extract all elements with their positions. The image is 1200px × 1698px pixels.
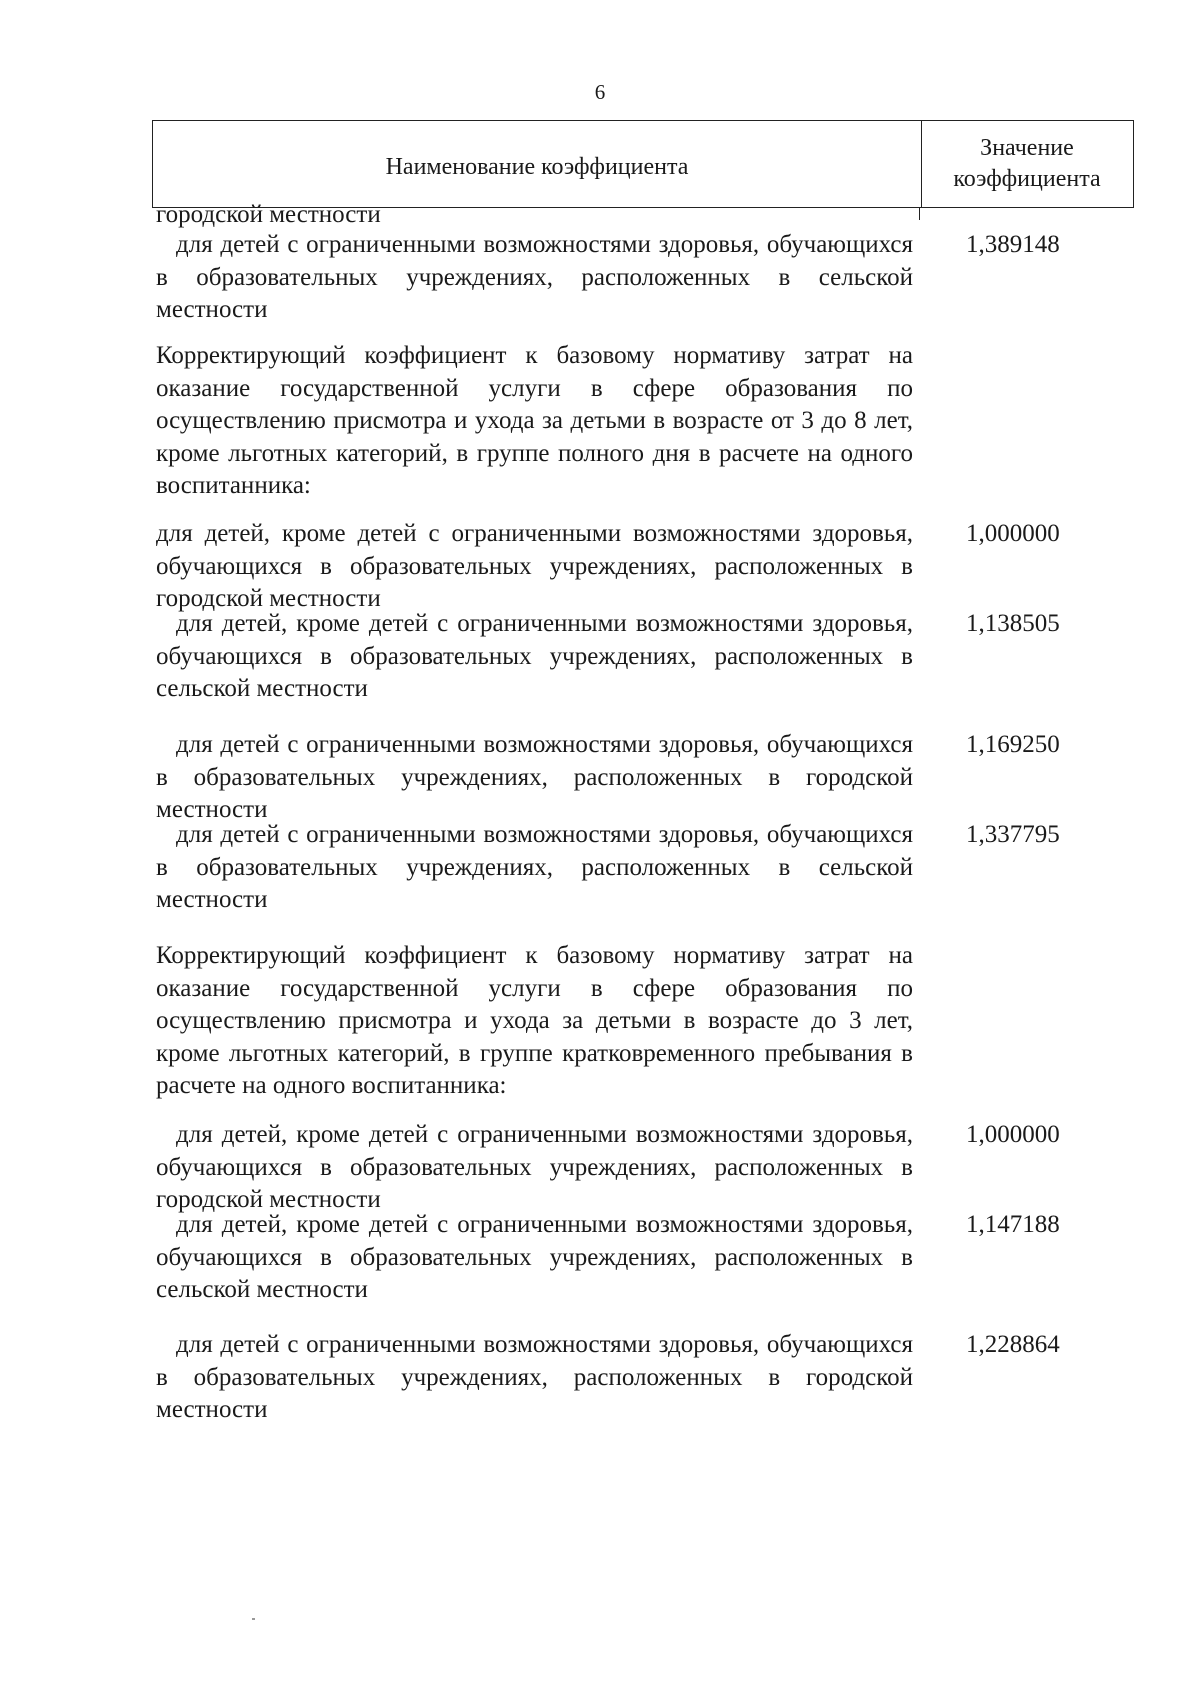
coefficient-name: городской местности bbox=[156, 201, 381, 228]
table-header bbox=[152, 120, 1134, 208]
coefficient-name: для детей, кроме детей с ограниченными возможностями здоровья, обучающихся в образовательных учреждениях, расположенных в сельской местности bbox=[156, 1211, 913, 1303]
coefficient-value: 1,228864 bbox=[966, 1331, 1060, 1358]
column-header-value bbox=[921, 121, 1133, 207]
coefficient-name: для детей с ограниченными возможностями здоровья, обучающихся в образовательных учреждениях, расположенных в сельской местности bbox=[156, 821, 913, 913]
coefficient-value: 1,000000 bbox=[966, 1121, 1060, 1148]
section-heading: Корректирующий коэффициент к базовому нормативу затрат на оказание государственной услуги в сфере образования по осуществлению присмотра и ухода за детьми в возрасте до 3 лет, кроме льготных категорий, в группе кратковременного пребывания в расчете на одного воспитанника: bbox=[156, 942, 913, 1099]
page-number: 6 bbox=[594, 80, 606, 104]
column-header-value-line1: Значение bbox=[980, 135, 1074, 161]
coefficient-name: для детей с ограниченными возможностями здоровья, обучающихся в образовательных учреждениях, расположенных в городской местности bbox=[156, 1331, 913, 1423]
coefficient-value: 1,000000 bbox=[966, 520, 1060, 547]
coefficient-name: для детей с ограниченными возможностями здоровья, обучающихся в образовательных учреждениях, расположенных в сельской местности bbox=[156, 231, 913, 323]
coefficient-name: для детей, кроме детей с ограниченными возможностями здоровья, обучающихся в образовательных учреждениях, расположенных в городской местности bbox=[156, 1121, 913, 1213]
coefficient-name: для детей с ограниченными возможностями здоровья, обучающихся в образовательных учреждениях, расположенных в городской местности bbox=[156, 731, 913, 823]
coefficient-value: 1,389148 bbox=[966, 231, 1060, 258]
coefficient-value: 1,169250 bbox=[966, 731, 1060, 758]
coefficient-name: для детей, кроме детей с ограниченными возможностями здоровья, обучающихся в образовательных учреждениях, расположенных в городской местности bbox=[156, 520, 913, 612]
column-header-name: Наименование коэффициента bbox=[385, 153, 689, 180]
coefficient-value: 1,138505 bbox=[966, 610, 1060, 637]
coefficient-value: 1,147188 bbox=[966, 1211, 1060, 1238]
column-divider-tail bbox=[919, 208, 920, 220]
coefficient-value: 1,337795 bbox=[966, 821, 1060, 848]
section-heading: Корректирующий коэффициент к базовому нормативу затрат на оказание государственной услуги в сфере образования по осуществлению присмотра и ухода за детьми в возрасте от 3 до 8 лет, кроме льготных категорий, в группе полного дня в расчете на одного воспитанника: bbox=[156, 342, 913, 499]
column-header-value-line2: коэффициента bbox=[953, 166, 1101, 192]
scan-speck bbox=[252, 1618, 255, 1620]
coefficient-name: для детей, кроме детей с ограниченными возможностями здоровья, обучающихся в образовательных учреждениях, расположенных в сельской местности bbox=[156, 610, 913, 702]
